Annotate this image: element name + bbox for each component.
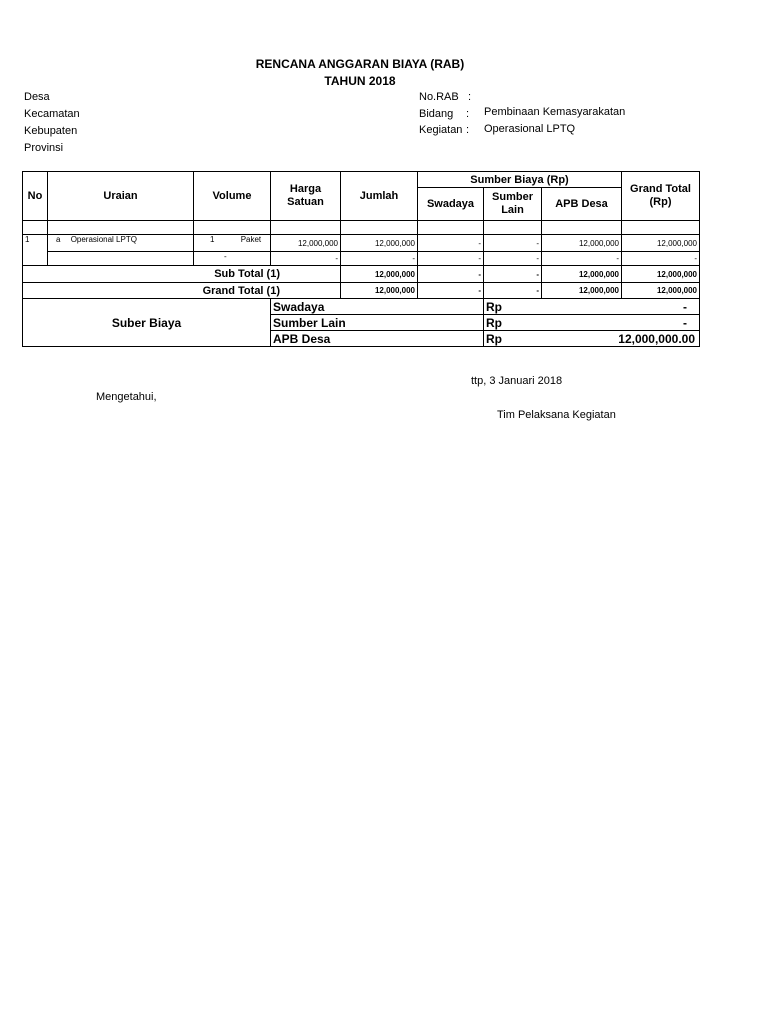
mengetahui-label: Mengetahui, (96, 391, 157, 403)
subtotal-sumber-lain: - (484, 266, 542, 283)
source-amount: - (683, 299, 688, 314)
row-grand: - (622, 252, 700, 266)
row-volume-unit: Paket (240, 235, 262, 244)
subtotal-jumlah: 12,000,000 (341, 266, 418, 283)
field-desa-label: Desa (24, 91, 50, 103)
field-kegiatan-sep: : (466, 124, 470, 136)
grandtotal-label: Grand Total (1) (23, 283, 341, 299)
spacer-cell (418, 221, 484, 235)
subtotal-label: Sub Total (1) (23, 266, 341, 283)
source-amount: 12,000,000.00 (618, 331, 696, 346)
col-header-sumber-lain: Sumber Lain (484, 188, 542, 221)
spacer-cell (48, 221, 194, 235)
field-kecamatan-label: Kecamatan (24, 108, 80, 120)
field-kegiatan-label: Kegiatan (419, 124, 463, 136)
row-uraian-text: Operasional LPTQ (70, 235, 137, 244)
grandtotal-swadaya: - (418, 283, 484, 299)
source-name-apb-desa: APB Desa (271, 331, 484, 347)
row-apb: 12,000,000 (542, 235, 622, 252)
table-row (23, 235, 700, 252)
field-norab-sep: : (468, 91, 472, 103)
row-swadaya: - (418, 235, 484, 252)
col-header-apb-desa: APB Desa (542, 188, 622, 221)
source-amount: - (683, 315, 688, 330)
source-row (23, 299, 700, 315)
spacer-cell (622, 221, 700, 235)
col-header-harga: Harga Satuan (271, 172, 341, 221)
source-section-label: Suber Biaya (23, 299, 271, 347)
source-value-sumber-lain (484, 315, 700, 331)
source-rp-label: Rp (486, 315, 502, 330)
row-grand: 12,000,000 (622, 235, 700, 252)
col-header-volume: Volume (194, 172, 271, 221)
row-uraian (48, 252, 194, 266)
col-header-no: No (23, 172, 48, 221)
field-kegiatan-value: Operasional LPTQ (484, 123, 576, 135)
row-uraian (48, 235, 194, 252)
subtotal-swadaya: - (418, 266, 484, 283)
row-no-text: 1 (25, 235, 30, 244)
field-bidang-value: Pembinaan Kemasyarakatan (484, 106, 626, 118)
grandtotal-jumlah: 12,000,000 (341, 283, 418, 299)
row-no (23, 252, 48, 266)
document-subtitle: TAHUN 2018 (324, 74, 396, 88)
rab-table (22, 171, 700, 347)
col-header-grand-total: Grand Total (Rp) (622, 172, 700, 221)
col-header-uraian: Uraian (48, 172, 194, 221)
row-jumlah: - (341, 252, 418, 266)
col-header-jumlah: Jumlah (341, 172, 418, 221)
spacer-cell (194, 221, 271, 235)
subtotal-row (23, 266, 700, 283)
field-kabupaten-label: Kebupaten (24, 125, 78, 137)
source-rp-label: Rp (486, 299, 502, 314)
col-header-sumber-biaya: Sumber Biaya (Rp) (418, 172, 622, 188)
field-provinsi-label: Provinsi (24, 142, 64, 154)
spacer-cell (23, 221, 48, 235)
spacer-cell (542, 221, 622, 235)
document-title: RENCANA ANGGARAN BIAYA (RAB) (255, 57, 465, 71)
row-harga: 12,000,000 (271, 235, 341, 252)
row-swadaya: - (418, 252, 484, 266)
source-value-swadaya (484, 299, 700, 315)
spacer-cell (271, 221, 341, 235)
spacer-cell (484, 221, 542, 235)
row-apb: - (542, 252, 622, 266)
row-harga: - (271, 252, 341, 266)
source-value-apb-desa (484, 331, 700, 347)
subtotal-apb: 12,000,000 (542, 266, 622, 283)
field-bidang-sep: : (466, 108, 470, 120)
source-name-sumber-lain: Sumber Lain (271, 315, 484, 331)
spacer-cell (341, 221, 418, 235)
grandtotal-sumber-lain: - (484, 283, 542, 299)
grandtotal-grand: 12,000,000 (622, 283, 700, 299)
table-row (23, 252, 700, 266)
row-volume-qty: 1 (210, 235, 215, 244)
row-sumber-lain: - (484, 252, 542, 266)
subtotal-grand: 12,000,000 (622, 266, 700, 283)
row-volume (194, 235, 271, 252)
row-no (23, 235, 48, 252)
field-norab-label: No.RAB (419, 91, 459, 103)
row-sumber-lain: - (484, 235, 542, 252)
col-header-swadaya: Swadaya (418, 188, 484, 221)
tim-pelaksana-label: Tim Pelaksana Kegiatan (497, 409, 616, 421)
source-rp-label: Rp (486, 331, 502, 346)
field-bidang-label: Bidang (419, 108, 454, 120)
row-jumlah: 12,000,000 (341, 235, 418, 252)
row-volume-qty: - (224, 252, 227, 261)
row-volume (194, 252, 271, 266)
source-name-swadaya: Swadaya (271, 299, 484, 315)
grandtotal-apb: 12,000,000 (542, 283, 622, 299)
grandtotal-row (23, 283, 700, 299)
row-sub-letter: a (56, 235, 61, 244)
place-date: ttp, 3 Januari 2018 (471, 375, 563, 387)
